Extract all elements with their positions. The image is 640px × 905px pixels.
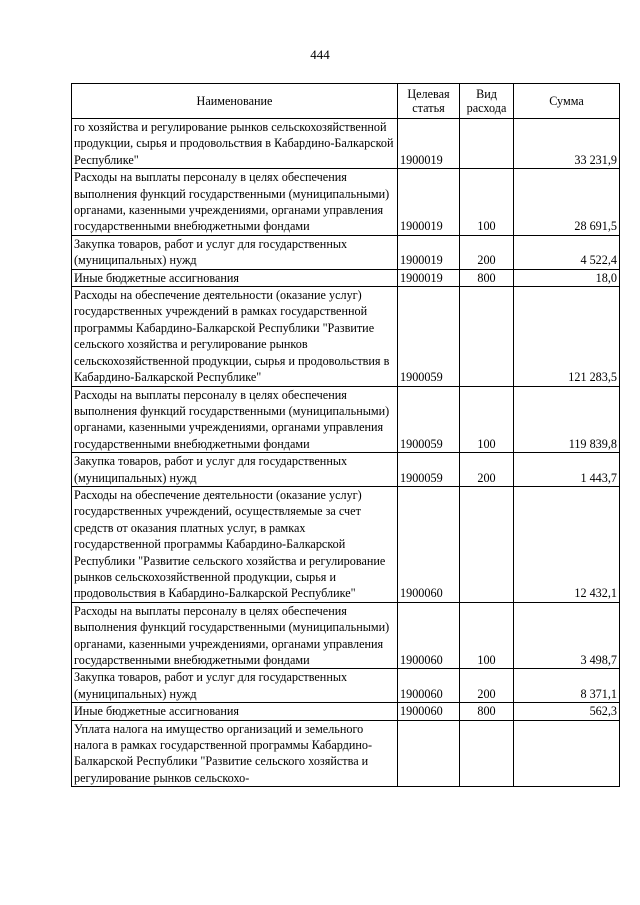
row-expense: 100	[460, 386, 514, 453]
table-row	[72, 287, 620, 386]
row-code: 1900060	[398, 703, 460, 720]
row-name: Закупка товаров, работ и услуг для государственных (муниципальных) нужд	[72, 453, 398, 487]
row-sum	[514, 720, 620, 787]
row-name: Расходы на обеспечение деятельности (оказание услуг) государственных учреждений, осуществляемые за счет средств от оказания платных услуг, в рамках государственной программы Кабардино-Балкарской Республики "Развитие сельского хозяйства и регулирование рынков сельскохозяйственной продукции, сырья и продовольствия в Кабардино-Балкарской Республике"	[72, 486, 398, 602]
row-code: 1900060	[398, 669, 460, 703]
table-row	[72, 119, 620, 169]
table-row	[72, 703, 620, 720]
table-body	[72, 119, 620, 787]
row-code: 1900060	[398, 602, 460, 669]
row-name: го хозяйства и регулирование рынков сельскохозяйственной продукции, сырья и продовольствия в Кабардино-Балкарской Республике"	[72, 119, 398, 169]
budget-table	[71, 83, 620, 787]
row-code: 1900059	[398, 453, 460, 487]
table-header-row	[72, 84, 620, 119]
table-row	[72, 669, 620, 703]
row-sum: 18,0	[514, 269, 620, 286]
row-name: Расходы на выплаты персоналу в целях обеспечения выполнения функций государственными (муниципальными) органами, казенными учреждениями, органами управления государственными внебюджетными фондами	[72, 386, 398, 453]
row-expense	[460, 119, 514, 169]
header-name: Наименование	[72, 84, 398, 119]
row-name: Расходы на выплаты персоналу в целях обеспечения выполнения функций государственными (муниципальными) органами, казенными учреждениями, органами управления государственными внебюджетными фондами	[72, 602, 398, 669]
row-code: 1900019	[398, 235, 460, 269]
row-expense	[460, 287, 514, 386]
header-code: Целевая статья	[398, 84, 460, 119]
row-expense: 800	[460, 269, 514, 286]
row-sum: 1 443,7	[514, 453, 620, 487]
table-row	[72, 486, 620, 602]
table-row	[72, 602, 620, 669]
row-sum: 33 231,9	[514, 119, 620, 169]
row-name: Уплата налога на имущество организаций и земельного налога в рамках государственной программы Кабардино-Балкарской Республики "Развитие сельского хозяйства и регулирование рынков сельскохо-	[72, 720, 398, 787]
row-code	[398, 720, 460, 787]
row-sum: 3 498,7	[514, 602, 620, 669]
row-name: Иные бюджетные ассигнования	[72, 269, 398, 286]
table-row	[72, 453, 620, 487]
row-code: 1900060	[398, 486, 460, 602]
row-sum: 12 432,1	[514, 486, 620, 602]
row-expense: 800	[460, 703, 514, 720]
header-expense: Вид расхода	[460, 84, 514, 119]
row-code: 1900019	[398, 269, 460, 286]
row-expense: 100	[460, 169, 514, 236]
row-sum: 121 283,5	[514, 287, 620, 386]
row-name: Расходы на выплаты персоналу в целях обеспечения выполнения функций государственными (муниципальными) органами, казенными учреждениями, органами управления государственными внебюджетными фондами	[72, 169, 398, 236]
table-row	[72, 269, 620, 286]
row-code: 1900059	[398, 386, 460, 453]
row-name: Закупка товаров, работ и услуг для государственных (муниципальных) нужд	[72, 235, 398, 269]
row-code: 1900019	[398, 119, 460, 169]
row-expense: 100	[460, 602, 514, 669]
table-row	[72, 720, 620, 787]
row-name: Иные бюджетные ассигнования	[72, 703, 398, 720]
row-name: Закупка товаров, работ и услуг для государственных (муниципальных) нужд	[72, 669, 398, 703]
row-sum: 4 522,4	[514, 235, 620, 269]
row-expense	[460, 486, 514, 602]
page-number: 444	[310, 47, 330, 62]
row-name: Расходы на обеспечение деятельности (оказание услуг) государственных учреждений в рамках государственной программы Кабардино-Балкарской Республики "Развитие сельского хозяйства и регулирование рынков сельскохозяйственной продукции, сырья и продовольствия в Кабардино-Балкарской Республике"	[72, 287, 398, 386]
row-code: 1900059	[398, 287, 460, 386]
row-sum: 562,3	[514, 703, 620, 720]
row-sum: 8 371,1	[514, 669, 620, 703]
table-row	[72, 169, 620, 236]
table-row	[72, 386, 620, 453]
row-expense: 200	[460, 669, 514, 703]
table-row	[72, 235, 620, 269]
row-sum: 119 839,8	[514, 386, 620, 453]
row-expense: 200	[460, 235, 514, 269]
row-code: 1900019	[398, 169, 460, 236]
row-expense: 200	[460, 453, 514, 487]
header-sum: Сумма	[514, 84, 620, 119]
row-expense	[460, 720, 514, 787]
row-sum: 28 691,5	[514, 169, 620, 236]
